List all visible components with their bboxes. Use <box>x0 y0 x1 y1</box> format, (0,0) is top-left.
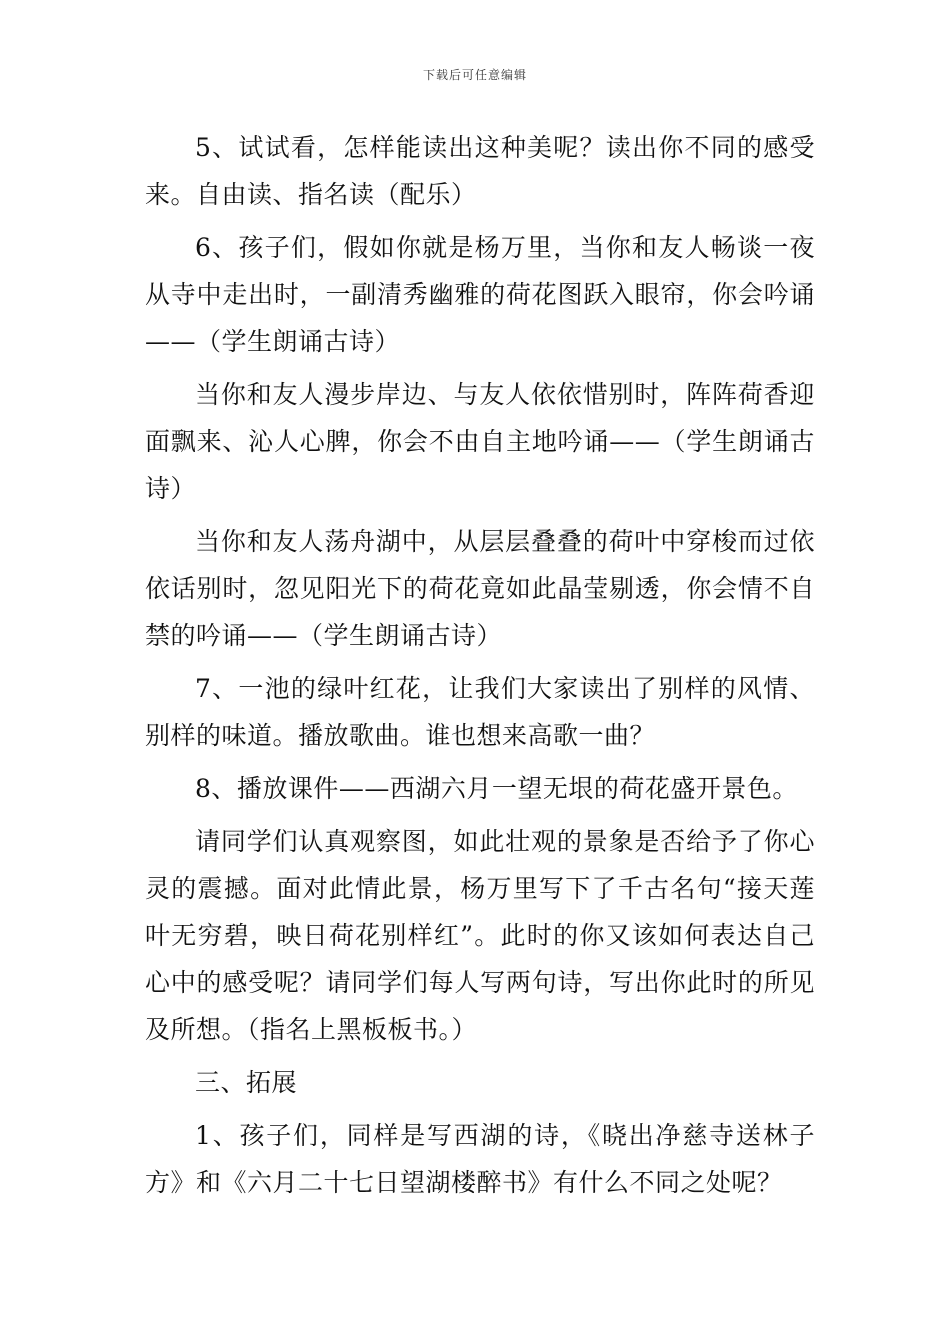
paragraph-observe-write: 请同学们认真观察图，如此壮观的景象是否给予了你心灵的震撼。面对此情此景，杨万里写下了千古名句“接天莲叶无穷碧，映日荷花别样红”。此时的你又该如何表达自己心中的感受呢？请同学们每人写两句诗，写出你此时的所见及所想。（指名上黑板板书。） <box>145 827 815 1044</box>
page-header: 下载后可任意编辑 <box>422 68 527 82</box>
paragraph-boat-lake: 当你和友人荡舟湖中，从层层叠叠的荷叶中穿梭而过依依话别时，忽见阳光下的荷花竟如此晶莹剔透，你会情不自禁的吟诵——（学生朗诵古诗） <box>145 527 815 650</box>
paragraph-1-compare-poems: 1、孩子们，同样是写西湖的诗，《晓出净慈寺送林子方》和《六月二十七日望湖楼醉书》有什么不同之处呢？ <box>145 1121 815 1197</box>
section-heading-extension: 三、拓展 <box>195 1068 298 1097</box>
paragraph-5-read-aloud: 5、试试看，怎样能读出这种美呢？读出你不同的感受来。自由读、指名读（配乐） <box>145 133 815 209</box>
document-body <box>145 124 815 1212</box>
paragraph-8-courseware: 8、播放课件——西湖六月一望无垠的荷花盛开景色。 <box>195 774 798 803</box>
paragraph-6-recite: 6、孩子们，假如你就是杨万里，当你和友人畅谈一夜从寺中走出时，一副清秀幽雅的荷花图跃入眼帘，你会吟诵——（学生朗诵古诗） <box>145 233 815 356</box>
paragraph-stroll-shore: 当你和友人漫步岸边、与友人依依惜别时，阵阵荷香迎面飘来、沁人心脾，你会不由自主地吟诵——（学生朗诵古诗） <box>145 380 815 503</box>
paragraph-7-song: 7、一池的绿叶红花，让我们大家读出了别样的风情、别样的味道。播放歌曲。谁也想来高歌一曲？ <box>145 674 815 750</box>
